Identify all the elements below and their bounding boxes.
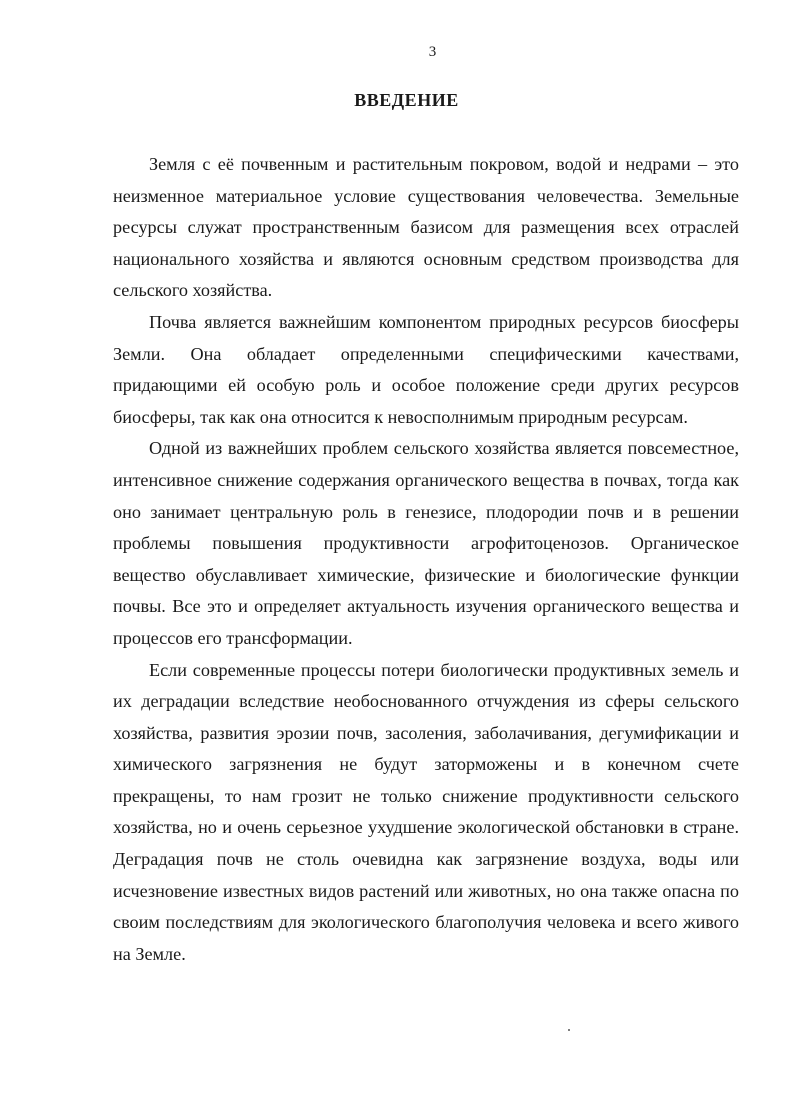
paragraph-2: Почва является важнейшим компонентом природных ресурсов биосферы Земли. Она обладает определенными специфическими качествами, придающими ей особую роль и особое положение среди других ресурсов биосферы, так как она относится к невосполнимым природным ресурсам. xyxy=(113,311,739,427)
scan-speck xyxy=(568,1029,570,1031)
page-number: 3 xyxy=(428,44,437,60)
body-text xyxy=(113,149,739,970)
paragraph-1: Земля с её почвенным и растительным покровом, водой и недрами – это неизменное материальное условие существования человечества. Земельные ресурсы служат пространственным базисом для размещения всех отраслей национального хозяйства и являются основным средством производства для сельского хозяйства. xyxy=(113,154,739,301)
paragraph-3: Одной из важнейших проблем сельского хозяйства является повсеместное, интенсивное снижение содержания органического вещества в почвах, тогда как оно занимает центральную роль в генезисе, плодородии почв и в решении проблемы повышения продуктивности агрофитоценозов. Органическое вещество обуславливает химические, физические и биологические функции почвы. Все это и определяет актуальность изучения органического вещества и процессов его трансформации. xyxy=(113,438,739,648)
paragraph-4: Если современные процессы потери биологически продуктивных земель и их деградации вследствие необоснованного отчуждения из сферы сельского хозяйства, развития эрозии почв, засоления, заболачивания, дегумификации и химического загрязнения не будут заторможены и в конечном счете прекращены, то нам грозит не только снижение продуктивности сельского хозяйства, но и очень серьезное ухудшение экологической обстановки в стране. Деградация почв не столь очевидна как загрязнение воздуха, воды или исчезновение известных видов растений или животных, но она также опасна по своим последствиям для экологического благополучия человека и всего живого на Земле. xyxy=(113,659,739,964)
page-title: ВВЕДЕНИЕ xyxy=(354,90,459,110)
